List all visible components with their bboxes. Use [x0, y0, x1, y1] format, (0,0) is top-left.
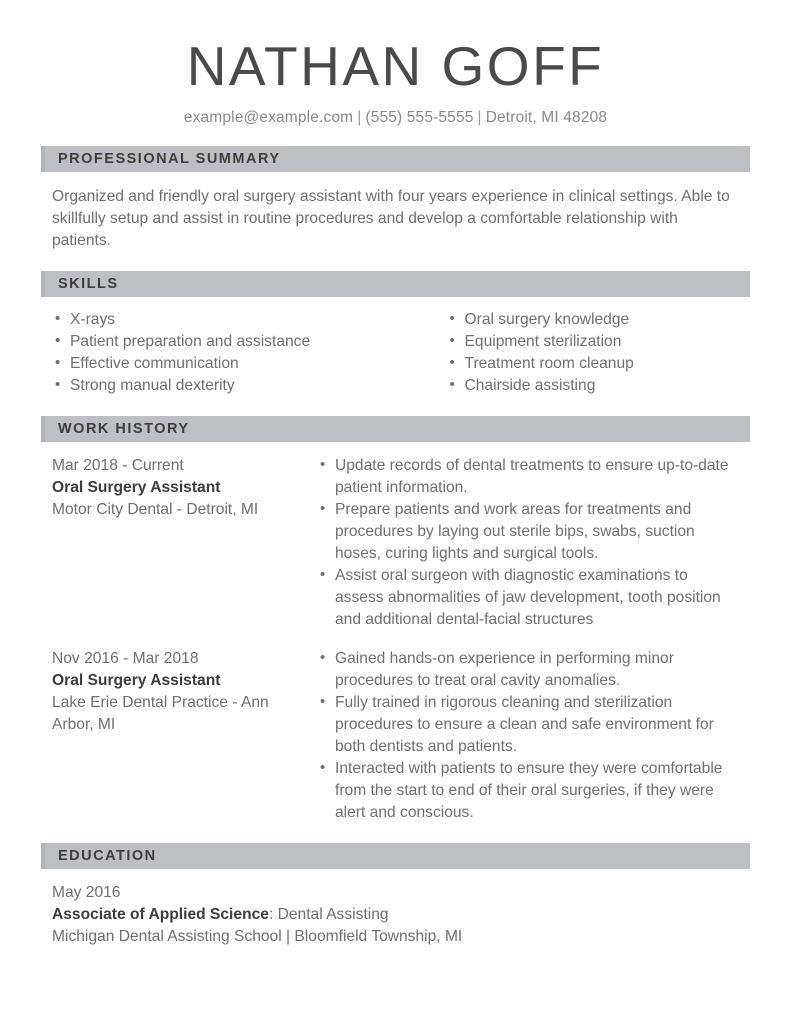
job-responsibilities: [317, 648, 739, 824]
education-entry: [41, 882, 750, 948]
skills-columns: [41, 309, 750, 397]
list-item: • Interacted with patients to ensure they were comfortable from the start to end of their oral surgeries, if they were alert and conscious.: [317, 758, 739, 824]
section-title-work-history: WORK HISTORY: [58, 420, 190, 437]
section-professional-summary: [41, 146, 750, 252]
section-title-education: EDUCATION: [58, 847, 157, 864]
section-header-bar-skills: [41, 271, 750, 297]
list-item: • Strong manual dexterity: [52, 375, 396, 397]
job-bullet-list: [317, 455, 739, 631]
contact-separator-1: |: [357, 108, 362, 126]
list-item: • Chairside assisting: [447, 375, 740, 397]
job-company: Lake Erie Dental Practice - Ann Arbor, MI: [52, 694, 269, 734]
skills-list-left: [52, 309, 396, 397]
section-title-summary: PROFESSIONAL SUMMARY: [58, 150, 281, 167]
list-item: • Assist oral surgeon with diagnostic examinations to assess abnormalities of jaw development, tooth position and additional dental-facial structures: [317, 565, 739, 631]
contact-location: Detroit, MI 48208: [485, 108, 608, 126]
education-degree-name: Associate of Applied Science: [52, 906, 269, 924]
work-history-list: [41, 455, 750, 824]
candidate-name: NATHAN GOFF: [186, 35, 605, 97]
job-meta: [52, 455, 317, 631]
job-responsibilities: [317, 455, 739, 631]
list-item: • Prepare patients and work areas for treatments and procedures by laying out sterile bips, swabs, suction hoses, curing lights and surgical tools.: [317, 499, 739, 565]
list-item: • Gained hands-on experience in performing minor procedures to treat oral cavity anomalies.: [317, 648, 739, 692]
section-header-bar-summary: [41, 146, 750, 172]
contact-separator-2: |: [477, 108, 482, 126]
skills-column-left: [52, 309, 396, 397]
skills-column-right: [396, 309, 740, 397]
job-meta: [52, 648, 317, 824]
skills-list-right: [447, 309, 740, 397]
contact-line: [41, 109, 750, 128]
job-company: Motor City Dental - Detroit, MI: [52, 501, 259, 519]
job-entry: [52, 648, 739, 824]
list-item: • Effective communication: [52, 353, 396, 375]
summary-text: Organized and friendly oral surgery assistant with four years experience in clinical settings. Able to skillfully setup and assist in routine procedures and develop a comfortable relationship with patients.: [52, 188, 730, 250]
section-work-history: [41, 416, 750, 824]
job-bullet-list: [317, 648, 739, 824]
list-item: • Treatment room cleanup: [447, 353, 740, 375]
section-skills: [41, 271, 750, 397]
job-title: Oral Surgery Assistant: [52, 672, 221, 690]
job-title: Oral Surgery Assistant: [52, 479, 221, 497]
list-item: • Patient preparation and assistance: [52, 331, 396, 353]
list-item: • Fully trained in rigorous cleaning and sterilization procedures to ensure a clean and safe environment for both dentists and patients.: [317, 692, 739, 758]
section-title-skills: SKILLS: [58, 275, 119, 292]
section-header-bar-education: [41, 843, 750, 869]
section-education: [41, 843, 750, 948]
education-degree-field: : Dental Assisting: [268, 906, 389, 924]
resume-header: [41, 0, 750, 127]
list-item: • Update records of dental treatments to ensure up-to-date patient information.: [317, 455, 739, 499]
job-dates: Mar 2018 - Current: [52, 457, 184, 475]
education-school: Michigan Dental Assisting School | Bloomfield Township, MI: [52, 928, 463, 946]
list-item: • Oral surgery knowledge: [447, 309, 740, 331]
list-item: • Equipment sterilization: [447, 331, 740, 353]
list-item: • X-rays: [52, 309, 396, 331]
job-dates: Nov 2016 - Mar 2018: [52, 650, 199, 668]
section-header-bar-work-history: [41, 416, 750, 442]
education-degree: [52, 904, 739, 926]
summary-body: [41, 186, 750, 252]
contact-email: example@example.com: [183, 108, 354, 126]
education-date: May 2016: [52, 884, 121, 902]
contact-phone: (555) 555-5555: [365, 108, 474, 126]
job-entry: [52, 455, 739, 631]
